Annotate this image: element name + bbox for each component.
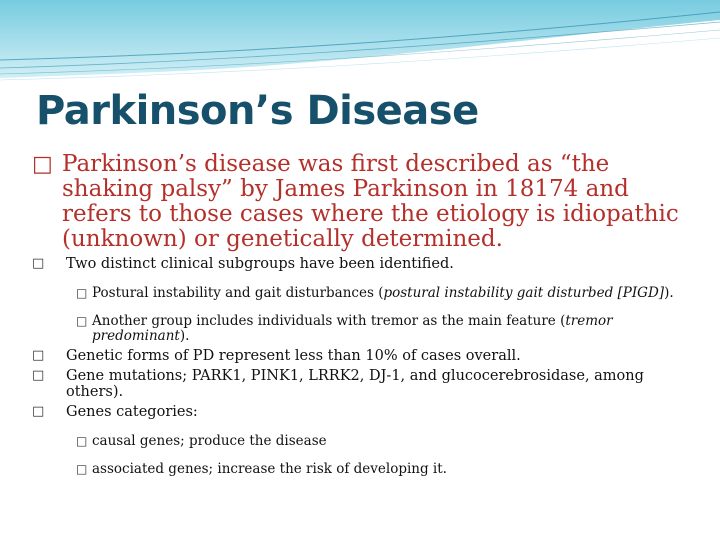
square-bullet-icon: □ [32, 152, 53, 177]
square-bullet-icon: □ [76, 462, 88, 476]
square-bullet-icon: □ [76, 433, 88, 448]
slide-title: Parkinson’s Disease [36, 88, 479, 134]
bullet-text: Two distinct clinical subgroups have been identified. [66, 256, 454, 272]
bullet-item [32, 348, 692, 364]
sub-bullet-text: Postural instability and gait disturbances ( [92, 284, 384, 301]
bullet-item [32, 368, 692, 400]
square-bullet-icon: □ [32, 348, 45, 363]
bullet-text: Genetic forms of PD represent less than 10% of cases overall. [66, 348, 521, 364]
sub-bullet-item [76, 434, 692, 449]
bullet-item [32, 256, 692, 272]
sub-bullet-text: Another group includes individuals with tremor as the main feature ( [92, 313, 566, 329]
sub-bullet-item [76, 462, 692, 477]
bullet-text: Genes categories: [66, 404, 198, 420]
sub-bullet-text: causal genes; produce the disease [92, 432, 327, 449]
square-bullet-icon: □ [76, 314, 88, 328]
lead-paragraph [32, 152, 692, 252]
header-wave-decoration [0, 0, 720, 90]
square-bullet-icon: □ [32, 404, 45, 419]
slide-body [32, 152, 692, 481]
sub-bullet-italic: postural instability gait disturbed [PIGD] [383, 284, 665, 301]
sub-bullet-item [76, 314, 692, 344]
sub-bullet-italic: tremor predominant [92, 313, 613, 344]
sub-bullet-item [76, 286, 692, 301]
lead-text: Parkinson’s disease was first described as “the shaking palsy” by James Parkinson in 18174 and refers to those cases where the etiology is idiopathic (unknown) or genetically determined. [62, 151, 679, 252]
square-bullet-icon: □ [76, 285, 88, 300]
sub-bullet-tail: ). [664, 284, 674, 301]
square-bullet-icon: □ [32, 368, 45, 383]
bullet-item [32, 404, 692, 420]
square-bullet-icon: □ [32, 256, 45, 271]
sub-bullet-tail: ). [179, 328, 190, 344]
bullet-text: Gene mutations; PARK1, PINK1, LRRK2, DJ-1, and glucocerebrosidase, among others). [66, 368, 644, 400]
sub-bullet-text: associated genes; increase the risk of developing it. [92, 461, 447, 477]
